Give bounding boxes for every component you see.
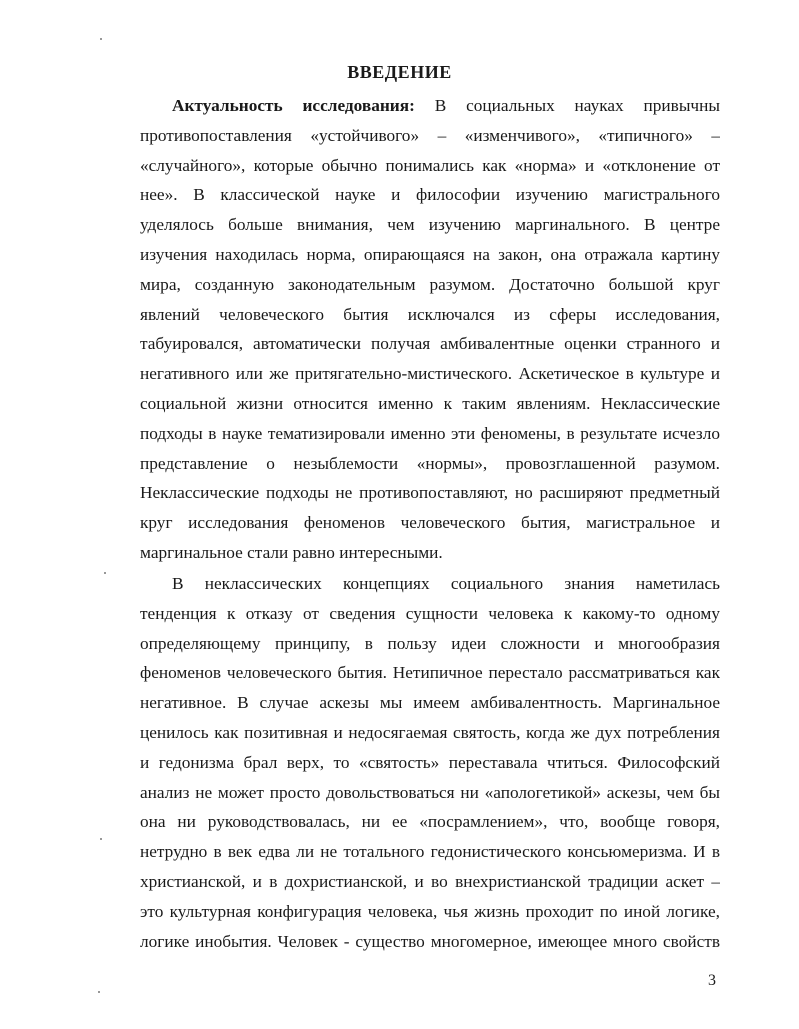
paragraph-line: негативное. В случае аскезы мы имеем амбивалентность. Маргинальное bbox=[140, 693, 720, 713]
paragraph-line: уделялось больше внимания, чем изучению маргинального. В центре bbox=[140, 215, 720, 235]
scan-speck bbox=[100, 838, 102, 840]
paragraph-line: представление о незыблемости «нормы», провозглашенной разумом. bbox=[140, 453, 720, 473]
scan-speck bbox=[100, 38, 102, 40]
paragraph-line: В неклассических концепциях социального знания наметилась bbox=[172, 574, 720, 593]
page-number: 3 bbox=[708, 972, 716, 989]
paragraph-line: нетрудно в век едва ли не тотального гедонистического консьюмеризма. И в bbox=[140, 842, 720, 862]
paragraph-line: определяющему принципу, в пользу идеи сложности и многообразия bbox=[140, 633, 720, 653]
scan-speck bbox=[104, 572, 106, 574]
paragraph-line: ценилось как позитивная и недосягаемая святость, когда же дух потребления bbox=[140, 722, 720, 742]
paragraph-line: мира, созданную законодательным разумом. Достаточно большой круг bbox=[140, 274, 720, 294]
paragraph-relevance bbox=[140, 91, 720, 568]
paragraph-line: круг исследования феноменов человеческого бытия, магистральное и bbox=[140, 513, 720, 533]
page-title: ВВЕДЕНИЕ bbox=[347, 62, 452, 82]
paragraph-line: тенденция к отказу от сведения сущности человека к какому-то одному bbox=[140, 603, 720, 623]
paragraph-lead: Актуальность исследования: bbox=[172, 96, 415, 115]
paragraph-line: социальной жизни относится именно к таким явлениям. Неклассические bbox=[140, 393, 720, 413]
paragraph-line: она ни руководствовалась, ни ее «посрамлением», что, вообще говоря, bbox=[140, 812, 720, 832]
paragraph-line: это культурная конфигурация человека, чья жизнь проходит по иной логике, bbox=[140, 901, 720, 921]
paragraph-line: Неклассические подходы не противопоставляют, но расширяют предметный bbox=[140, 483, 720, 503]
paragraph-line: анализ не может просто довольствоваться ни «апологетикой» аскезы, чем бы bbox=[140, 782, 720, 802]
paragraph-line: «случайного», которые обычно понимались как «норма» и «отклонение от bbox=[140, 155, 720, 175]
paragraph-line: изучения находилась норма, опирающаяся на закон, она отражала картину bbox=[140, 244, 720, 264]
paragraph-line: Актуальность исследования: В социальных науках привычны bbox=[172, 96, 720, 115]
paragraph-line: маргинальное стали равно интересными. bbox=[140, 542, 443, 562]
paragraph-line: явлений человеческого бытия исключался из сферы исследования, bbox=[140, 304, 720, 324]
paragraph-line: и гедонизма брал верх, то «святость» переставала чтиться. Философский bbox=[140, 752, 720, 772]
paragraph-line: негативного или же притягательно-мистического. Аскетическое в культуре и bbox=[140, 364, 720, 384]
paragraph-line: подходы в науке тематизировали именно эти феномены, в результате исчезло bbox=[140, 423, 720, 443]
paragraph-line: логике инобытия. Человек - существо многомерное, имеющее много свойств bbox=[140, 931, 720, 951]
paragraph-line: табуировался, автоматически получая амбивалентные оценки странного и bbox=[140, 334, 720, 354]
scan-speck bbox=[98, 991, 100, 993]
paragraph-line: христианской, и в дохристианской, и во внехристианской традиции аскет – bbox=[140, 871, 720, 891]
paragraph-line: феноменов человеческого бытия. Нетипичное перестало рассматриваться как bbox=[140, 663, 720, 683]
paragraph-line: противопоставления «устойчивого» – «изменчивого», «типичного» – bbox=[140, 125, 720, 145]
paragraph-line: нее». В классической науке и философии изучению магистрального bbox=[140, 185, 720, 205]
paragraph-concepts bbox=[140, 569, 720, 956]
